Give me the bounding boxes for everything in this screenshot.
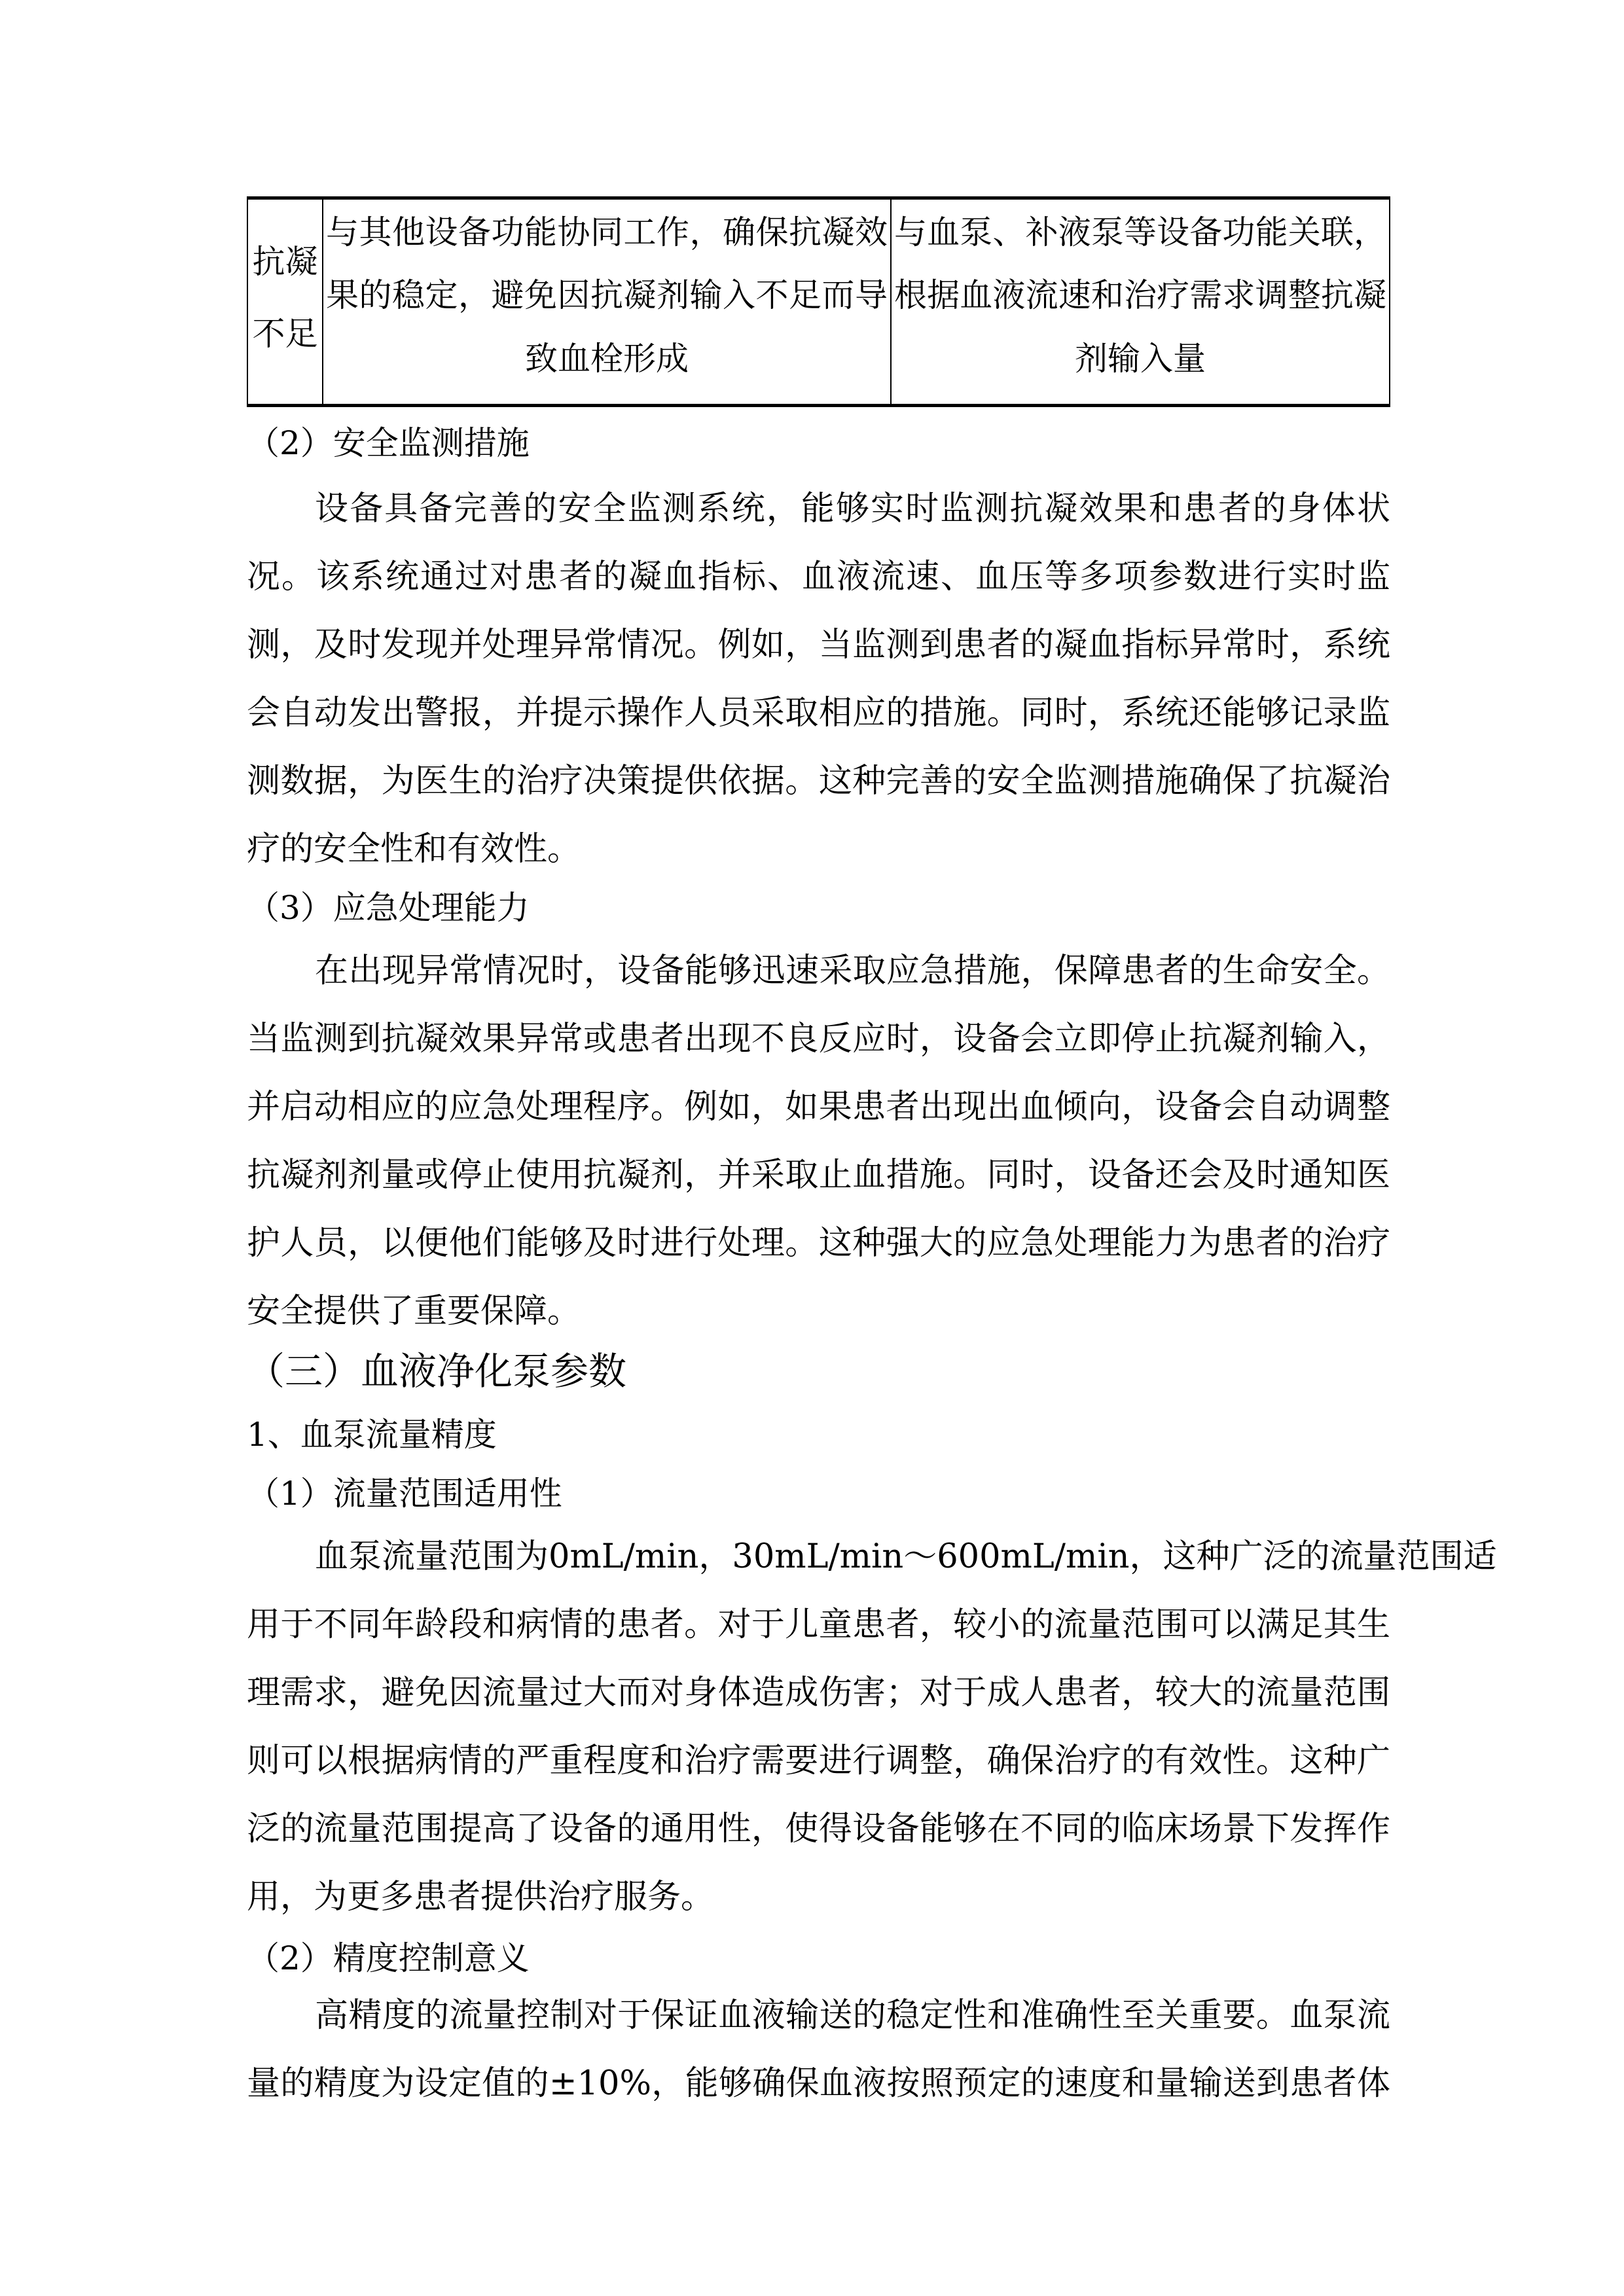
- paragraph-line: 设备具备完善的安全监测系统，能够实时监测抗凝效果和患者的身体状: [315, 490, 1390, 528]
- cell-line: 致血栓形成: [525, 340, 689, 378]
- paragraph-line: 安全提供了重要保障。: [247, 1292, 581, 1331]
- section-heading: （2）安全监测措施: [247, 424, 530, 462]
- cell-line: 剂输入量: [1075, 340, 1206, 378]
- row-label-line: 抗凝: [252, 243, 318, 281]
- paragraph-line: 则可以根据病情的严重程度和治疗需要进行调整，确保治疗的有效性。这种广: [247, 1742, 1390, 1780]
- table-function-cell: [322, 200, 890, 404]
- requirements-table: [247, 196, 1390, 407]
- paragraph-line: 当监测到抗凝效果异常或患者出现不良反应时，设备会立即停止抗凝剂输入，: [247, 1020, 1390, 1058]
- table-row-label-cell: [247, 200, 322, 404]
- paragraph-line: 用于不同年龄段和病情的患者。对于儿童患者，较小的流量范围可以满足其生: [247, 1605, 1390, 1644]
- part-heading: （三）血液净化泵参数: [247, 1349, 627, 1393]
- cell-line: 与血泵、补液泵等设备功能关联，: [894, 213, 1386, 251]
- paragraph-line: 测，及时发现并处理异常情况。例如，当监测到患者的凝血指标异常时，系统: [247, 626, 1390, 664]
- section-heading: （2）精度控制意义: [247, 1939, 530, 1977]
- paragraph-line: 护人员，以便他们能够及时进行处理。这种强大的应急处理能力为患者的治疗: [247, 1224, 1390, 1263]
- cell-line: 与其他设备功能协同工作，确保抗凝效: [326, 213, 888, 251]
- paragraph-line: 并启动相应的应急处理程序。例如，如果患者出现出血倾向，设备会自动调整: [247, 1088, 1390, 1126]
- paragraph-line: 量的精度为设定值的±10%，能够确保血液按照预定的速度和量输送到患者体: [247, 2064, 1390, 2103]
- table-implementation-cell: [890, 200, 1390, 404]
- paragraph-line: 理需求，避免因流量过大而对身体造成伤害；对于成人患者，较大的流量范围: [247, 1674, 1390, 1712]
- item-heading: 1、血泵流量精度: [247, 1416, 497, 1454]
- paragraph-line: 疗的安全性和有效性。: [247, 830, 581, 869]
- section-heading: （1）流量范围适用性: [247, 1475, 562, 1513]
- paragraph-line: 用，为更多患者提供治疗服务。: [247, 1878, 715, 1916]
- cell-line: 根据血液流速和治疗需求调整抗凝: [894, 276, 1386, 314]
- paragraph-line: 测数据，为医生的治疗决策提供依据。这种完善的安全监测措施确保了抗凝治: [247, 762, 1390, 800]
- paragraph-line: 高精度的流量控制对于保证血液输送的稳定性和准确性至关重要。血泵流: [315, 1996, 1390, 2035]
- paragraph: [247, 937, 1390, 1346]
- paragraph: [247, 1523, 1497, 1931]
- paragraph: [247, 1982, 1390, 2118]
- section-heading: （3）应急处理能力: [247, 889, 530, 927]
- row-label-line: 不足: [252, 315, 318, 353]
- paragraph-line: 血泵流量范围为0mL/min，30mL/min～600mL/min，这种广泛的流量范围适: [315, 1537, 1497, 1576]
- cell-line: 果的稳定，避免因抗凝剂输入不足而导: [326, 276, 888, 314]
- paragraph-line: 况。该系统通过对患者的凝血指标、血液流速、血压等多项参数进行实时监: [247, 558, 1390, 596]
- paragraph-line: 抗凝剂剂量或停止使用抗凝剂，并采取止血措施。同时，设备还会及时通知医: [247, 1156, 1390, 1194]
- paragraph-line: 在出现异常情况时，设备能够迅速采取应急措施，保障患者的生命安全。: [315, 952, 1390, 990]
- paragraph: [247, 475, 1390, 884]
- paragraph-line: 会自动发出警报，并提示操作人员采取相应的措施。同时，系统还能够记录监: [247, 694, 1390, 732]
- paragraph-line: 泛的流量范围提高了设备的通用性，使得设备能够在不同的临床场景下发挥作: [247, 1810, 1390, 1848]
